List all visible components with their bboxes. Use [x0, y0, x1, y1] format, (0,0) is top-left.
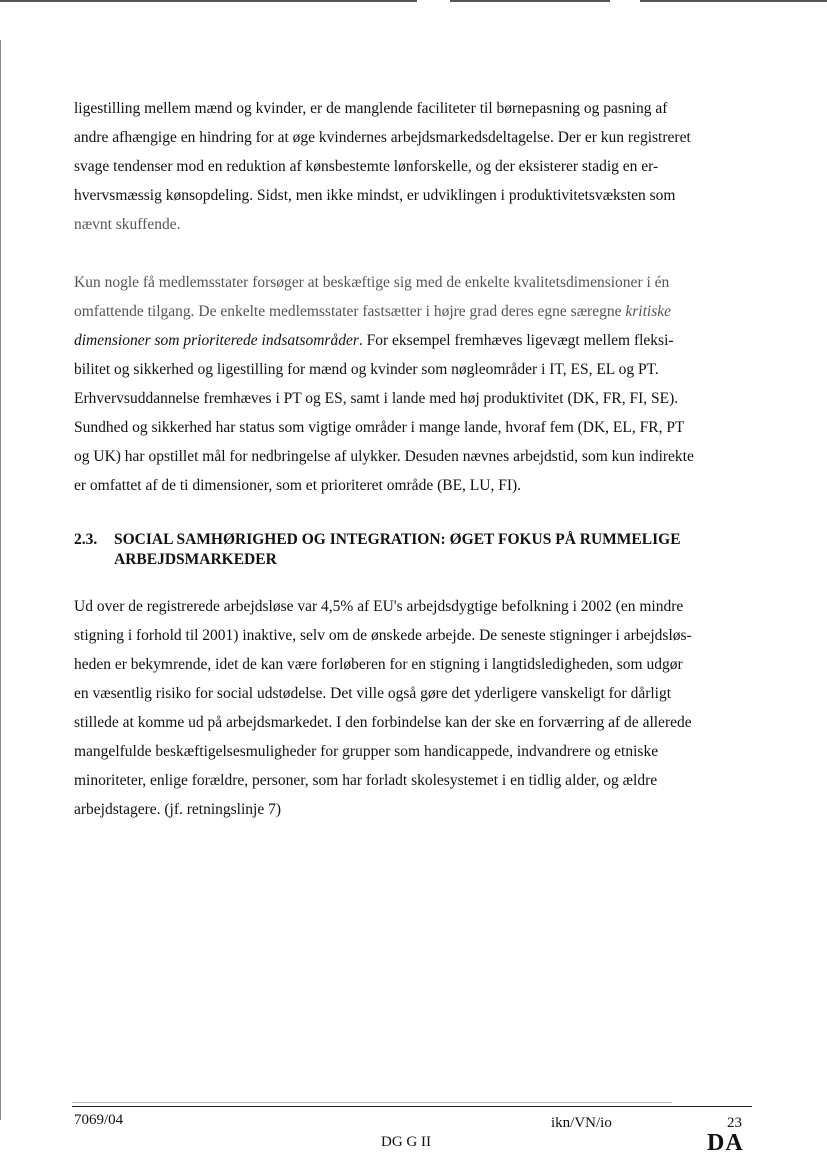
- emphasis-text: dimensioner som prioriterede indsatsområder: [74, 332, 359, 349]
- top-rule-left: [0, 0, 417, 2]
- text-line: minoriteter, enlige forældre, personer, som har forladt skolesystemet i en tidlig alder, og ældre: [74, 772, 658, 789]
- paragraph-social-cohesion: [74, 592, 754, 824]
- text-line: stillede at komme ud på arbejdsmarkedet. I den forbindelse kan der ske en forværring af de allerede: [74, 714, 692, 731]
- section-number: 2.3.: [74, 531, 98, 548]
- page-number: 23: [727, 1115, 742, 1131]
- paragraph-gender-equality: [74, 94, 754, 239]
- text-line: er omfattet af de ti dimensioner, som et prioriteret område (BE, LU, FI).: [74, 477, 522, 494]
- footer-rule-faint: [72, 1102, 672, 1103]
- text-line: andre afhængige en hindring for at øge kvindernes arbejdsmarkedsdeltagelse. Der er kun registreret: [74, 129, 691, 146]
- footer-rule: [72, 1106, 752, 1107]
- section-title-line: SOCIAL SAMHØRIGHED OG INTEGRATION: ØGET FOKUS PÅ RUMMELIGE: [114, 531, 681, 548]
- section-title-line: ARBEJDSMARKEDER: [114, 551, 277, 568]
- text-segment: . For eksempel fremhæves ligevægt mellem fleksi-: [358, 332, 674, 349]
- text-line: Ud over de registrerede arbejdsløse var 4,5% af EU's arbejdsdygtige befolkning i 2002 (en mindre: [74, 598, 684, 615]
- top-rule-right: [640, 0, 827, 2]
- text-segment: omfattende tilgang. De enkelte medlemsstater fastsætter i højre grad deres egne særegne: [74, 303, 626, 320]
- document-code: 7069/04: [74, 1112, 124, 1128]
- paragraph-quality-dimensions: [74, 268, 754, 500]
- text-line: heden er bekymrende, idet de kan være forløberen for en stigning i langtidsledigheden, som udgør: [74, 656, 683, 673]
- text-line: hvervsmæssig kønsopdeling. Sidst, men ikke mindst, er udviklingen i produktivitetsvæksten som: [74, 187, 676, 204]
- language-code: DA: [707, 1130, 744, 1156]
- top-rule-middle: [450, 0, 610, 2]
- text-line: mangelfulde beskæftigelsesmuligheder for grupper som handicappede, indvandrere og etniske: [74, 743, 659, 760]
- text-line: Kun nogle få medlemsstater forsøger at beskæftige sig med de enkelte kvalitetsdimensioner i én: [74, 274, 670, 291]
- department-code: DG G II: [381, 1134, 431, 1150]
- text-line: og UK) har opstillet mål for nedbringelse af ulykker. Desuden nævnes arbejdstid, som kun indirekte: [74, 448, 694, 465]
- text-line: nævnt skuffende.: [74, 216, 181, 233]
- text-line: en væsentlig risiko for social udstødelse. Det ville også gøre det yderligere vanskeligt for dårligt: [74, 685, 672, 702]
- page-left-edge: [0, 40, 1, 1120]
- section-title: [114, 530, 774, 570]
- text-line: svage tendenser mod en reduktion af kønsbestemte lønforskelle, og der eksisterer stadig en er-: [74, 158, 659, 175]
- text-line: [74, 326, 754, 355]
- text-line: [74, 297, 754, 326]
- text-line: ligestilling mellem mænd og kvinder, er de manglende faciliteter til børnepasning og pasning af: [74, 100, 668, 117]
- emphasis-text: kritiske: [625, 303, 671, 320]
- text-line: Sundhed og sikkerhed har status som vigtige områder i mange lande, hvoraf fem (DK, EL, FR, PT: [74, 419, 685, 436]
- text-line: arbejdstagere. (jf. retningslinje 7): [74, 801, 282, 818]
- author-initials: ikn/VN/io: [551, 1115, 612, 1131]
- text-line: Erhvervsuddannelse fremhæves i PT og ES, samt i lande med høj produktivitet (DK, FR, FI, SE).: [74, 390, 679, 407]
- text-line: stigning i forhold til 2001) inaktive, selv om de ønskede arbejde. De seneste stigninger i arbejdsløs-: [74, 627, 692, 644]
- text-line: bilitet og sikkerhed og ligestilling for mænd og kvinder som nøgleområder i IT, ES, EL og PT.: [74, 361, 659, 378]
